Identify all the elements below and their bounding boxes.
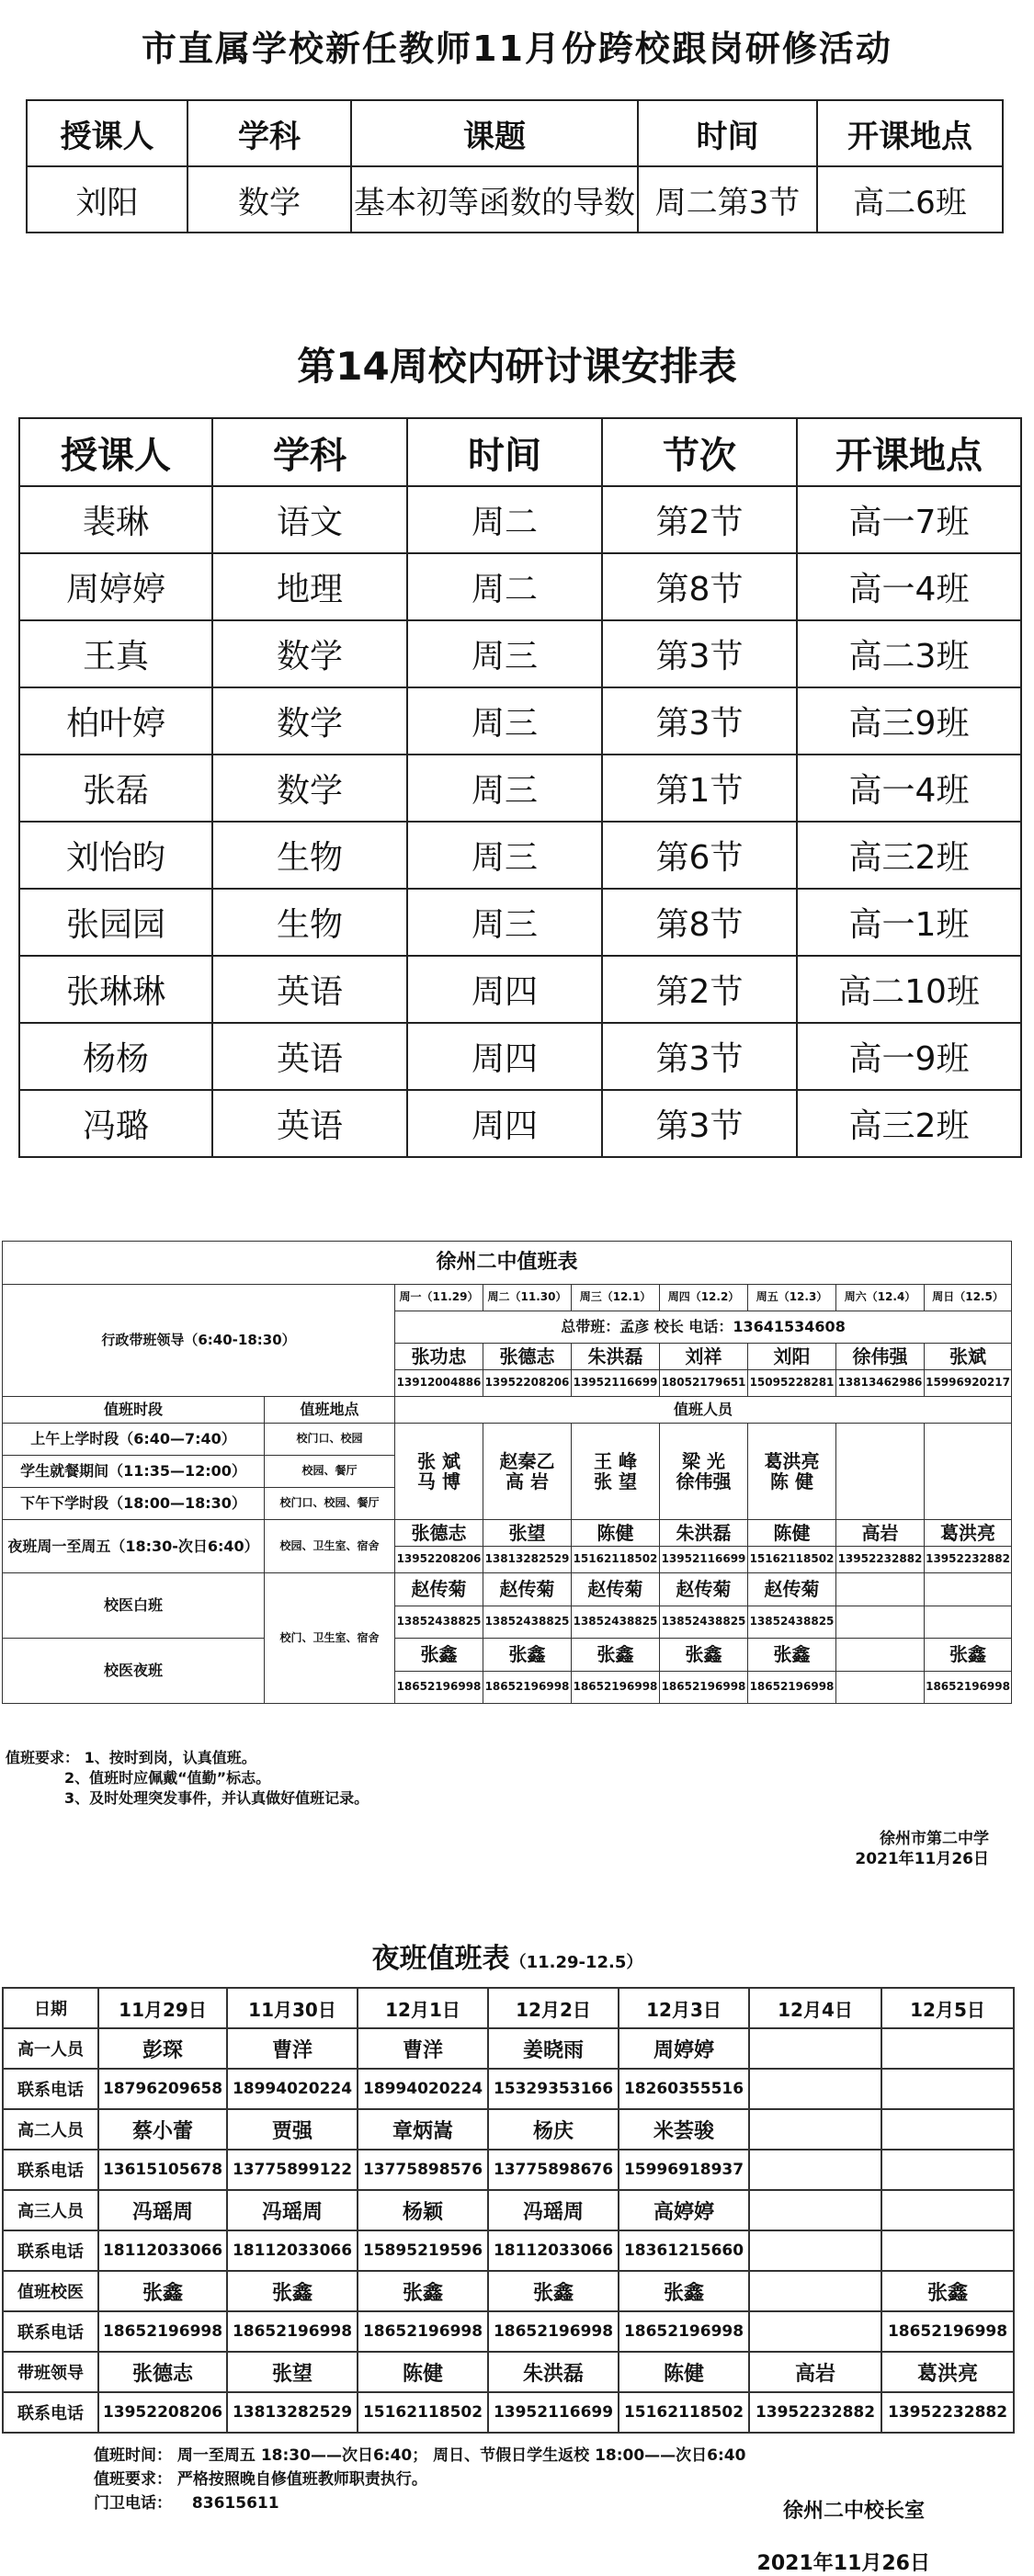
table-cell: 冯璐 [19,1090,212,1157]
night-title [2,1935,1013,1983]
row-label: 高三人员 [3,2190,98,2230]
night-staff-name: 陈健 [572,1520,660,1547]
leader-phone: 13952208206 [483,1370,572,1397]
day-header: 周四（12.2） [660,1285,748,1311]
duty-requirements [6,1748,369,1809]
doc-night-phone: 18652196998 [483,1671,572,1704]
header-cell: 日期 [3,1988,98,2028]
table-cell: 15895219596 [358,2230,488,2271]
table-row [3,2150,1014,2190]
staff-name: 张 望 [594,1470,637,1492]
table-cell: 高一1班 [797,889,1021,956]
table-cell [881,2069,1014,2109]
doc-night-phone: 18652196998 [748,1671,836,1704]
staff-name: 高 岩 [506,1470,549,1492]
table-cell: 周二第3节 [638,166,817,233]
table-cell [881,2230,1014,2271]
table-cell: 冯瑶周 [98,2190,227,2230]
table-cell: 葛洪亮 [881,2352,1014,2392]
staff-name: 徐伟强 [676,1470,732,1492]
table-cell: 高岩 [749,2352,881,2392]
leader-phone: 13952116699 [572,1370,660,1397]
night-staff-phone: 15162118502 [748,1547,836,1573]
leader-name: 刘祥 [660,1344,748,1370]
doc-night-name: 张鑫 [660,1639,748,1672]
duty-sign-date: 2021年11月26日 [855,1850,989,1868]
table-cell: 18260355516 [619,2069,749,2109]
table-cell: 张鑫 [881,2271,1014,2311]
table-row [19,956,1021,1023]
table-cell [881,2109,1014,2150]
requirement-line: 值班要求： 1、按时到岗，认真值班。 [6,1749,256,1766]
table-cell: 张鑫 [227,2271,358,2311]
period-place: 校门口、校园、餐厅 [265,1488,395,1520]
duty-sign-org: 徐州市第二中学 [880,1830,989,1848]
night-sign-date: 2021年11月26日 [756,2552,930,2575]
table-cell [749,2271,881,2311]
table-cell: 张琳琳 [19,956,212,1023]
table-cell: 18652196998 [881,2311,1014,2352]
doc-night-name: 张鑫 [572,1639,660,1672]
table-row [19,620,1021,687]
table-cell: 13952232882 [749,2392,881,2433]
table-cell: 18361215660 [619,2230,749,2271]
period-header: 值班时段 [3,1397,265,1424]
day-header: 周日（12.5） [925,1285,1012,1311]
table-cell: 冯瑶周 [227,2190,358,2230]
table-cell: 刘怡昀 [19,822,212,889]
night-staff-name: 高岩 [836,1520,925,1547]
leader-name: 张德志 [483,1344,572,1370]
doc-day-name: 赵传菊 [572,1573,660,1606]
table-cell [749,2028,881,2069]
place-header: 值班地点 [265,1397,395,1424]
header-cell: 课题 [351,100,638,166]
night-staff-name: 张望 [483,1520,572,1547]
header-cell: 授课人 [27,100,187,166]
table-cell: 18112033066 [227,2230,358,2271]
seminar-table [18,417,1022,1158]
table-cell: 第3节 [602,687,797,755]
night-staff-phone: 13952232882 [836,1547,925,1573]
leader-name: 张功忠 [395,1344,483,1370]
leader-name: 刘阳 [748,1344,836,1370]
leader-phone: 15095228281 [748,1370,836,1397]
empty-cell [836,1424,925,1520]
doc-night-name: 张鑫 [483,1639,572,1672]
header-cell: 12月2日 [488,1988,619,2028]
doc-day-label: 校医白班 [3,1573,265,1639]
requirement-line: 3、及时处理突发事件，并认真做好值班记录。 [64,1789,369,1807]
row-label: 带班领导 [3,2352,98,2392]
seminar-title: 第14周校内研讨课安排表 [297,344,737,389]
table-cell: 章炳嵩 [358,2109,488,2150]
empty-cell [836,1639,925,1672]
doc-day-phone: 13852438825 [395,1606,483,1639]
table-cell: 高一7班 [797,486,1021,553]
night-staff-name: 张德志 [395,1520,483,1547]
header-cell: 11月29日 [98,1988,227,2028]
table-cell: 周三 [407,620,602,687]
table-cell: 高一9班 [797,1023,1021,1090]
table-cell: 13775899122 [227,2150,358,2190]
duty-table [2,1241,1012,1704]
table-row [19,755,1021,822]
table-cell: 第6节 [602,822,797,889]
row-label: 高一人员 [3,2028,98,2069]
table-cell: 18652196998 [358,2311,488,2352]
table-cell: 高二10班 [797,956,1021,1023]
staff-name: 葛洪亮 [764,1450,820,1472]
period-label: 学生就餐期间（11:35—12:00） [3,1456,265,1488]
table-cell: 周四 [407,956,602,1023]
doc-night-phone: 18652196998 [395,1671,483,1704]
table-cell: 张鑫 [619,2271,749,2311]
table-cell [881,2028,1014,2069]
table-cell: 蔡小蕾 [98,2109,227,2150]
table-cell: 第8节 [602,889,797,956]
night-title-text: 夜班值班表 [371,1943,510,1975]
table-cell: 13775898576 [358,2150,488,2190]
night-time-note: 值班时间： 周一至周五 18:30——次日6:40； 周日、节假日学生返校 18:00——次日6:40 [94,2446,746,2465]
header-cell: 12月1日 [358,1988,488,2028]
table-cell: 数学 [212,620,407,687]
table-cell: 张鑫 [358,2271,488,2311]
doc-night-name: 张鑫 [748,1639,836,1672]
night-staff-phone: 13813282529 [483,1547,572,1573]
doc-night-phone: 18652196998 [572,1671,660,1704]
table-cell: 周四 [407,1023,602,1090]
doc-place: 校门、卫生室、宿舍 [265,1573,395,1704]
table-cell: 15162118502 [358,2392,488,2433]
night-staff-phone: 13952116699 [660,1547,748,1573]
seminar-rows [19,486,1021,1157]
period-label: 上午上学时段（6:40—7:40） [3,1424,265,1456]
staff-name: 张 斌 [417,1450,460,1472]
table-cell: 周二 [407,553,602,620]
table-cell: 彭琛 [98,2028,227,2069]
table-cell: 英语 [212,956,407,1023]
table-cell: 语文 [212,486,407,553]
header-cell: 时间 [407,418,602,486]
table-cell: 数学 [212,755,407,822]
night-staff-name: 朱洪磊 [660,1520,748,1547]
table-cell: 第2节 [602,486,797,553]
table-row [3,2352,1014,2392]
table-cell: 朱洪磊 [488,2352,619,2392]
table-row [3,2109,1014,2150]
header-cell: 12月4日 [749,1988,881,2028]
table-header-row [27,100,1003,166]
empty-cell [925,1424,1012,1520]
table-cell: 第2节 [602,956,797,1023]
admin-leader-label: 行政带班领导（6:40-18:30） [3,1285,395,1397]
table-cell: 数学 [212,687,407,755]
doc-night-label: 校医夜班 [3,1639,265,1704]
duty-title: 徐州二中值班表 [3,1242,1012,1285]
row-label: 值班校医 [3,2271,98,2311]
table-cell: 裴琳 [19,486,212,553]
table-row [3,2392,1014,2433]
table-cell: 地理 [212,553,407,620]
table-cell: 高三2班 [797,1090,1021,1157]
doc-day-phone: 13852438825 [748,1606,836,1639]
staff-name: 赵秦乙 [499,1450,555,1472]
table-cell: 18112033066 [488,2230,619,2271]
table-cell: 张鑫 [98,2271,227,2311]
night-staff-phone: 13952208206 [395,1547,483,1573]
table-cell: 周四 [407,1090,602,1157]
night-staff-phone: 13952232882 [925,1547,1012,1573]
header-cell: 开课地点 [817,100,1003,166]
table-cell: 周婷婷 [19,553,212,620]
header-cell: 学科 [187,100,351,166]
table-cell: 高二6班 [817,166,1003,233]
table-cell: 基本初等函数的导数 [351,166,638,233]
table-cell: 周三 [407,889,602,956]
table-cell: 18112033066 [98,2230,227,2271]
table-cell [749,2190,881,2230]
table-row [3,2028,1014,2069]
day-header: 周五（12.3） [748,1285,836,1311]
header-cell: 学科 [212,418,407,486]
table-row [27,166,1003,233]
table-cell: 张望 [227,2352,358,2392]
table-cell: 英语 [212,1090,407,1157]
table-row [19,889,1021,956]
table-cell [749,2150,881,2190]
leader-phone: 18052179651 [660,1370,748,1397]
table-cell: 张鑫 [488,2271,619,2311]
empty-cell [836,1606,925,1639]
table-cell: 高三2班 [797,822,1021,889]
table-cell [749,2109,881,2150]
table-cell: 13615105678 [98,2150,227,2190]
table-cell: 高一4班 [797,553,1021,620]
table-cell: 15996918937 [619,2150,749,2190]
empty-cell [836,1573,925,1606]
table-cell: 陈健 [619,2352,749,2392]
table-cell: 张磊 [19,755,212,822]
table-cell: 15162118502 [619,2392,749,2433]
table-header-row [19,418,1021,486]
activity-table [26,99,1004,233]
header-cell: 12月3日 [619,1988,749,2028]
table-cell: 第3节 [602,620,797,687]
night-req-note: 值班要求： 严格按照晚自修值班教师职责执行。 [94,2470,427,2489]
leader-name: 徐伟强 [836,1344,925,1370]
table-header-row [3,1988,1014,2028]
night-staff-name: 葛洪亮 [925,1520,1012,1547]
empty-cell [925,1606,1012,1639]
row-label: 联系电话 [3,2150,98,2190]
staff-name: 马 博 [417,1470,460,1492]
table-row [19,822,1021,889]
table-cell: 第3节 [602,1023,797,1090]
table-row [19,687,1021,755]
table-cell: 曹洋 [358,2028,488,2069]
table-cell: 英语 [212,1023,407,1090]
header-cell: 节次 [602,418,797,486]
table-cell: 18652196998 [227,2311,358,2352]
guard-phone [94,2490,279,2513]
table-cell: 高二3班 [797,620,1021,687]
row-label: 高二人员 [3,2109,98,2150]
table-cell: 陈健 [358,2352,488,2392]
table-cell: 杨颖 [358,2190,488,2230]
header-cell: 11月30日 [227,1988,358,2028]
leader-name: 朱洪磊 [572,1344,660,1370]
table-cell: 13775898676 [488,2150,619,2190]
table-cell: 13952116699 [488,2392,619,2433]
table-cell: 13813282529 [227,2392,358,2433]
header-cell: 开课地点 [797,418,1021,486]
doc-day-name: 赵传菊 [748,1573,836,1606]
table-cell: 高三9班 [797,687,1021,755]
header-cell: 时间 [638,100,817,166]
staff-name: 陈 健 [770,1470,813,1492]
table-cell: 生物 [212,822,407,889]
table-cell: 18994020224 [358,2069,488,2109]
table-cell: 高一4班 [797,755,1021,822]
table-cell: 18652196998 [98,2311,227,2352]
table-row [3,2311,1014,2352]
header-cell: 12月5日 [881,1988,1014,2028]
table-row [3,2069,1014,2109]
table-row [19,486,1021,553]
table-cell: 15329353166 [488,2069,619,2109]
staff-name: 梁 光 [682,1450,725,1472]
day-header: 周三（12.1） [572,1285,660,1311]
general-leader: 总带班：孟彦 校长 电话：13641534608 [395,1311,1012,1344]
doc-day-name: 赵传菊 [395,1573,483,1606]
empty-cell [836,1671,925,1704]
table-cell [881,2190,1014,2230]
day-staff-cell [395,1424,483,1520]
table-cell: 生物 [212,889,407,956]
guard-phone-label: 门卫电话： [94,2494,172,2513]
doc-night-name: 张鑫 [925,1639,1012,1672]
night-table [2,1987,1015,2434]
table-cell: 冯瑶周 [488,2190,619,2230]
night-sign-org: 徐州二中校长室 [782,2500,925,2523]
table-cell: 周二 [407,486,602,553]
table-cell: 张德志 [98,2352,227,2392]
table-cell: 贾强 [227,2109,358,2150]
table-cell: 刘阳 [27,166,187,233]
table-cell: 米荟骏 [619,2109,749,2150]
period-place: 校园、餐厅 [265,1456,395,1488]
table-cell: 第3节 [602,1090,797,1157]
table-cell: 18796209658 [98,2069,227,2109]
table-cell: 第1节 [602,755,797,822]
row-label: 联系电话 [3,2230,98,2271]
duty-schedule [2,1241,1011,1867]
day-staff-cell [748,1424,836,1520]
table-cell: 高婷婷 [619,2190,749,2230]
period-place: 校门口、校园 [265,1424,395,1456]
header-cell: 授课人 [19,418,212,486]
table-cell: 18652196998 [488,2311,619,2352]
table-cell: 13952208206 [98,2392,227,2433]
table-cell: 周三 [407,755,602,822]
day-header: 周六（12.4） [836,1285,925,1311]
table-cell: 周婷婷 [619,2028,749,2069]
doc-night-phone: 18652196998 [925,1671,1012,1704]
table-cell: 18652196998 [619,2311,749,2352]
table-row [19,1023,1021,1090]
activity-title: 市直属学校新任教师11月份跨校跟岗研修活动 [142,28,892,69]
night-staff-phone: 15162118502 [572,1547,660,1573]
row-label: 联系电话 [3,2311,98,2352]
table-cell: 数学 [187,166,351,233]
doc-night-phone: 18652196998 [660,1671,748,1704]
night-staff-name: 陈健 [748,1520,836,1547]
leader-name: 张斌 [925,1344,1012,1370]
night-period-label: 夜班周一至周五（18:30-次日6:40） [3,1520,265,1573]
table-cell: 曹洋 [227,2028,358,2069]
day-staff-cell [572,1424,660,1520]
table-cell: 王真 [19,620,212,687]
table-row [3,2230,1014,2271]
staff-name: 王 峰 [594,1450,637,1472]
day-header: 周一（11.29） [395,1285,483,1311]
table-cell: 13952232882 [881,2392,1014,2433]
table-row [19,1090,1021,1157]
doc-night-name: 张鑫 [395,1639,483,1672]
table-row [19,553,1021,620]
day-header: 周二（11.30） [483,1285,572,1311]
table-cell [881,2150,1014,2190]
table-cell: 周三 [407,822,602,889]
table-row [3,2190,1014,2230]
doc-day-phone: 13852438825 [483,1606,572,1639]
doc-day-phone: 13852438825 [572,1606,660,1639]
table-cell: 杨庆 [488,2109,619,2150]
guard-phone-value: 83615611 [191,2494,279,2513]
doc-day-name: 赵传菊 [660,1573,748,1606]
table-cell: 周三 [407,687,602,755]
empty-cell [925,1573,1012,1606]
day-staff-cell [483,1424,572,1520]
row-label: 联系电话 [3,2069,98,2109]
requirement-line: 2、值班时应佩戴“值勤”标志。 [64,1769,271,1787]
staff-header: 值班人员 [395,1397,1012,1424]
night-title-range: （11.29-12.5） [509,1953,643,1972]
leader-phone: 13813462986 [836,1370,925,1397]
table-cell: 第8节 [602,553,797,620]
table-cell: 柏叶婷 [19,687,212,755]
doc-day-phone: 13852438825 [660,1606,748,1639]
table-cell: 18994020224 [227,2069,358,2109]
day-staff-cell [660,1424,748,1520]
row-label: 联系电话 [3,2392,98,2433]
table-cell: 杨杨 [19,1023,212,1090]
table-cell [749,2069,881,2109]
doc-day-name: 赵传菊 [483,1573,572,1606]
table-cell: 张园园 [19,889,212,956]
table-cell: 姜晓雨 [488,2028,619,2069]
leader-phone: 15996920217 [925,1370,1012,1397]
table-row [3,2271,1014,2311]
table-cell [749,2311,881,2352]
night-place: 校园、卫生室、宿舍 [265,1520,395,1573]
table-cell [749,2230,881,2271]
period-label: 下午下学时段（18:00—18:30） [3,1488,265,1520]
leader-phone: 13912004886 [395,1370,483,1397]
